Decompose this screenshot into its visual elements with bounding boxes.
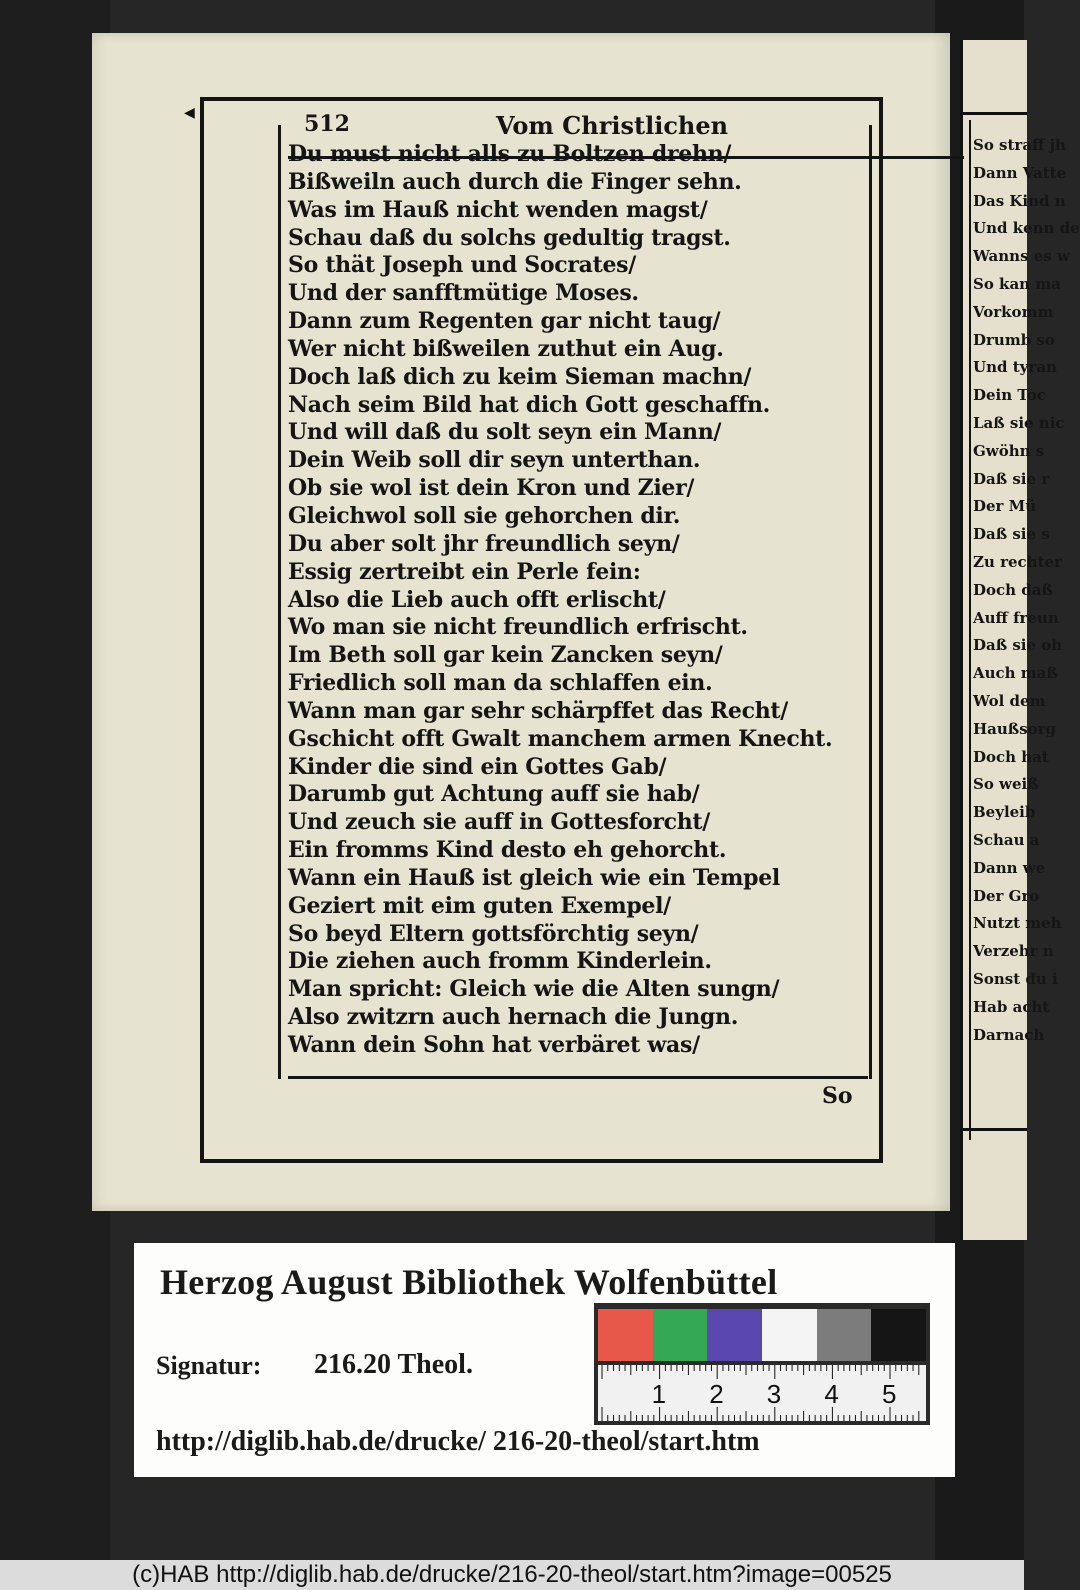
facing-page-line: So straff jh [973, 136, 1066, 154]
facing-page-line: Verzehr n [973, 942, 1054, 961]
footer-rule [288, 1076, 868, 1079]
ruler-number: 4 [824, 1379, 839, 1409]
verse-line: Also die Lieb auch offt erlischt/ [288, 586, 666, 613]
facing-page-line: Hab acht [973, 997, 1050, 1016]
facing-page-line: Das Kind n [973, 191, 1066, 210]
verse-line: So beyd Eltern gottsförchtig seyn/ [288, 920, 699, 947]
verse-line: Geziert mit eim guten Exempel/ [288, 892, 671, 919]
facing-page-bottom-rule [963, 1128, 1027, 1131]
facing-page-line: Wanns es w [973, 247, 1070, 266]
verse-line: Gschicht offt Gwalt manchem armen Knecht. [288, 725, 833, 752]
ruler-number: 3 [766, 1379, 782, 1409]
facing-page-inner-rule [969, 120, 971, 1140]
verse-line: Bißweiln auch durch die Finger sehn. [288, 168, 742, 195]
facing-page [960, 40, 1080, 1240]
page-number: 512 [304, 111, 350, 137]
verse-line: Kinder die sind ein Gottes Gab/ [288, 753, 667, 780]
margin-marker-icon: ◀ [184, 105, 195, 121]
verse-line: Und will daß du solt seyn ein Mann/ [288, 419, 722, 446]
catchword: So [822, 1083, 853, 1109]
verse-line: Wann ein Hauß ist gleich wie ein Tempel [288, 864, 780, 891]
facing-page-line: Zu rechter [973, 552, 1062, 571]
facing-page-line: Schau a [973, 830, 1040, 849]
verse-line: Darumb gut Achtung auff sie hab/ [288, 781, 700, 808]
verse-line: Doch laß dich zu keim Sieman machn/ [288, 363, 752, 390]
facing-page-line: Und tyran [973, 358, 1057, 377]
verse-line: Schau daß du solchs gedultig tragst. [288, 224, 731, 251]
color-swatch [871, 1309, 926, 1361]
facing-page-line: Laß sie nic [973, 413, 1065, 432]
facing-page-line: Beyleib [973, 803, 1036, 822]
verse-line: Im Beth soll gar kein Zancken seyn/ [288, 642, 723, 669]
verse-line: Also zwitzrn auch hernach die Jungn. [288, 1004, 739, 1031]
verse-line: Nach seim Bild hat dich Gott geschaffn. [288, 391, 771, 418]
verse-line: Du must nicht alls zu Boltzen drehn/ [288, 141, 732, 167]
ruler-number: 5 [882, 1379, 897, 1409]
facing-page-line: So kan ma [973, 274, 1061, 293]
verse-line: Man spricht: Gleich wie die Alten sungn/ [288, 976, 780, 1003]
signatur-value: 216.20 Theol. [314, 1349, 473, 1380]
color-calibration-chart [594, 1303, 930, 1425]
verse-line: Wann dein Sohn hat verbäret was/ [288, 1032, 700, 1058]
verse-line: Die ziehen auch fromm Kinderlein. [288, 948, 712, 975]
facing-page-line: Nutzt meh [973, 914, 1062, 933]
facing-page-line: Der Mü [973, 497, 1037, 516]
verse-line: Wer nicht bißweilen zuthut ein Aug. [288, 335, 724, 362]
verse-line: Was im Hauß nicht wenden magst/ [288, 196, 708, 223]
verse-line: Und der sanfftmütige Moses. [288, 280, 639, 307]
facing-page-line: Dein Toc [973, 386, 1046, 405]
facing-page-line: Wol dem [973, 691, 1046, 710]
facing-page-line: Daß sie r [973, 469, 1050, 488]
facing-page-line: Dann we [973, 858, 1046, 877]
verse-line: Essig zertreibt ein Perle fein: [288, 558, 641, 585]
facing-page-line: Auch maß [973, 664, 1058, 683]
book-page [92, 33, 950, 1211]
color-swatch [707, 1309, 762, 1361]
facing-page-line: Daß sie oh [973, 636, 1063, 655]
facing-page-line: Haußsorg [973, 719, 1057, 738]
facing-page-line: Drumb so [973, 330, 1055, 349]
color-swatches [598, 1309, 926, 1361]
facing-page-line: Doch hat [973, 747, 1049, 766]
facing-page-line: Gwöhn s [973, 441, 1045, 460]
verse-line: Ob sie wol ist dein Kron und Zier/ [288, 475, 695, 502]
verse-line: Und zeuch sie auff in Gottesforcht/ [288, 809, 710, 836]
verse-line: Ein fromms Kind desto eh gehorcht. [288, 837, 727, 864]
facing-page-line: Dann Vatte [973, 163, 1067, 182]
ruler-number: 2 [709, 1379, 724, 1409]
color-swatch [762, 1309, 817, 1361]
facing-page-line: Doch daß [973, 580, 1053, 599]
verse-line: Gleichwol soll sie gehorchen dir. [288, 502, 681, 529]
verse-line: Dein Weib soll dir seyn unterthan. [288, 447, 701, 474]
facing-page-line: Auff freun [973, 608, 1059, 627]
library-url: http://diglib.hab.de/drucke/ 216-20-theol/start.htm [156, 1426, 760, 1457]
facing-page-line: Sonst du i [973, 969, 1058, 988]
verse-line: Friedlich soll man da schlaffen ein. [288, 670, 713, 697]
facing-page-line: Daß sie s [973, 525, 1050, 544]
caption-bar [0, 1560, 1024, 1590]
verse-line: Du aber solt jhr freundlich seyn/ [288, 530, 680, 557]
color-swatch [598, 1309, 653, 1361]
facing-page-line: Und kenn de [973, 219, 1080, 238]
ruler-number: 1 [651, 1379, 667, 1409]
library-name: Herzog August Bibliothek Wolfenbüttel [160, 1262, 778, 1302]
running-head: Vom Christlichen [496, 111, 729, 140]
facing-page-line: Darnach [973, 1025, 1045, 1044]
verse-line: Wann man gar sehr schärpffet das Recht/ [288, 697, 789, 724]
color-swatch [653, 1309, 708, 1361]
library-label-card [134, 1243, 955, 1477]
facing-page-line: So weiß [973, 775, 1039, 794]
verse-line: Wo man sie nicht freundlich erfrischt. [288, 614, 748, 641]
measurement-ruler [598, 1365, 926, 1421]
verse-line: So thät Joseph und Socrates/ [288, 252, 636, 279]
facing-page-text [973, 132, 1080, 1049]
signatur-label: Signatur: [156, 1351, 262, 1380]
color-swatch [817, 1309, 872, 1361]
facing-page-line: Der Gro [973, 886, 1040, 905]
ruler-ticks [598, 1365, 926, 1421]
verse-line: Dann zum Regenten gar nicht taug/ [288, 308, 721, 335]
caption-text: (c)HAB http://diglib.hab.de/drucke/216-20-theol/start.htm?image=00525 [132, 1561, 892, 1588]
facing-page-top-rule [963, 112, 1027, 115]
facing-page-line: Vorkomm [973, 302, 1054, 321]
verse-text [288, 141, 848, 1060]
